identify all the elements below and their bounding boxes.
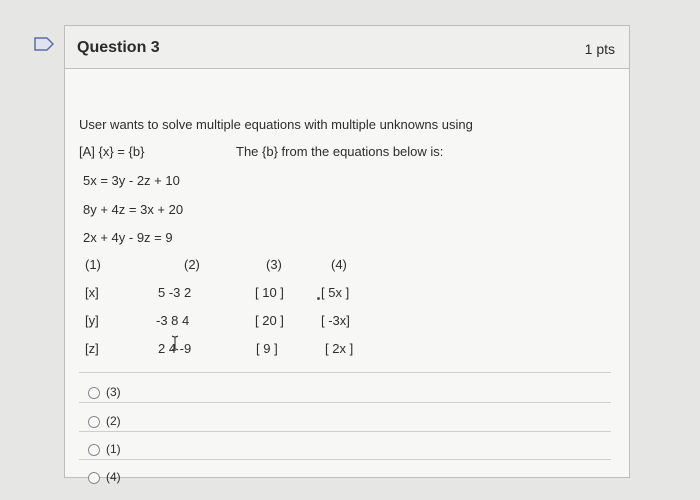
b-note: The {b} from the equations below is: — [236, 144, 444, 159]
col3-row2: [ 20 ] — [255, 313, 284, 328]
flag-question-icon[interactable] — [34, 37, 54, 51]
question-header — [65, 26, 629, 69]
equation-2: 8y + 4z = 3x + 20 — [83, 202, 184, 217]
col4-row1: [ 5x ] — [321, 285, 350, 300]
header-2: (2) — [184, 257, 200, 272]
stray-mark — [317, 297, 320, 300]
divider — [79, 402, 611, 403]
col2-row2: -3 8 4 — [156, 313, 190, 328]
option-label[interactable]: (3) — [106, 385, 121, 399]
col1-row1: [x] — [85, 285, 99, 300]
radio-button[interactable] — [88, 387, 100, 399]
equation-3: 2x + 4y - 9z = 9 — [83, 230, 173, 245]
col1-row3: [z] — [85, 341, 99, 356]
col2-row1: 5 -3 2 — [158, 285, 192, 300]
header-3: (3) — [266, 257, 282, 272]
question-points: 1 pts — [584, 41, 615, 57]
question-card — [64, 25, 630, 484]
divider — [79, 459, 611, 460]
system-formula: [A] {x} = {b} — [79, 144, 145, 159]
header-1: (1) — [85, 257, 101, 272]
question-body — [65, 69, 629, 484]
question-intro: User wants to solve multiple equations with multiple unknowns using — [79, 117, 473, 132]
col4-row3: [ 2x ] — [325, 341, 354, 356]
equation-1: 5x = 3y - 2z + 10 — [83, 173, 180, 188]
option-label[interactable]: (4) — [106, 470, 121, 484]
radio-button[interactable] — [88, 416, 100, 428]
col2-row3: 2 4 -9 — [158, 341, 192, 356]
radio-button[interactable] — [88, 472, 100, 484]
radio-button[interactable] — [88, 444, 100, 456]
option-label[interactable]: (1) — [106, 442, 121, 456]
divider — [79, 372, 611, 373]
header-4: (4) — [331, 257, 347, 272]
option-label[interactable]: (2) — [106, 414, 121, 428]
question-title: Question 3 — [77, 39, 160, 56]
divider — [79, 431, 611, 432]
col1-row2: [y] — [85, 313, 99, 328]
col3-row1: [ 10 ] — [255, 285, 284, 300]
col4-row2: [ -3x] — [321, 313, 350, 328]
col3-row3: [ 9 ] — [256, 341, 278, 356]
text-cursor-icon — [171, 335, 179, 351]
